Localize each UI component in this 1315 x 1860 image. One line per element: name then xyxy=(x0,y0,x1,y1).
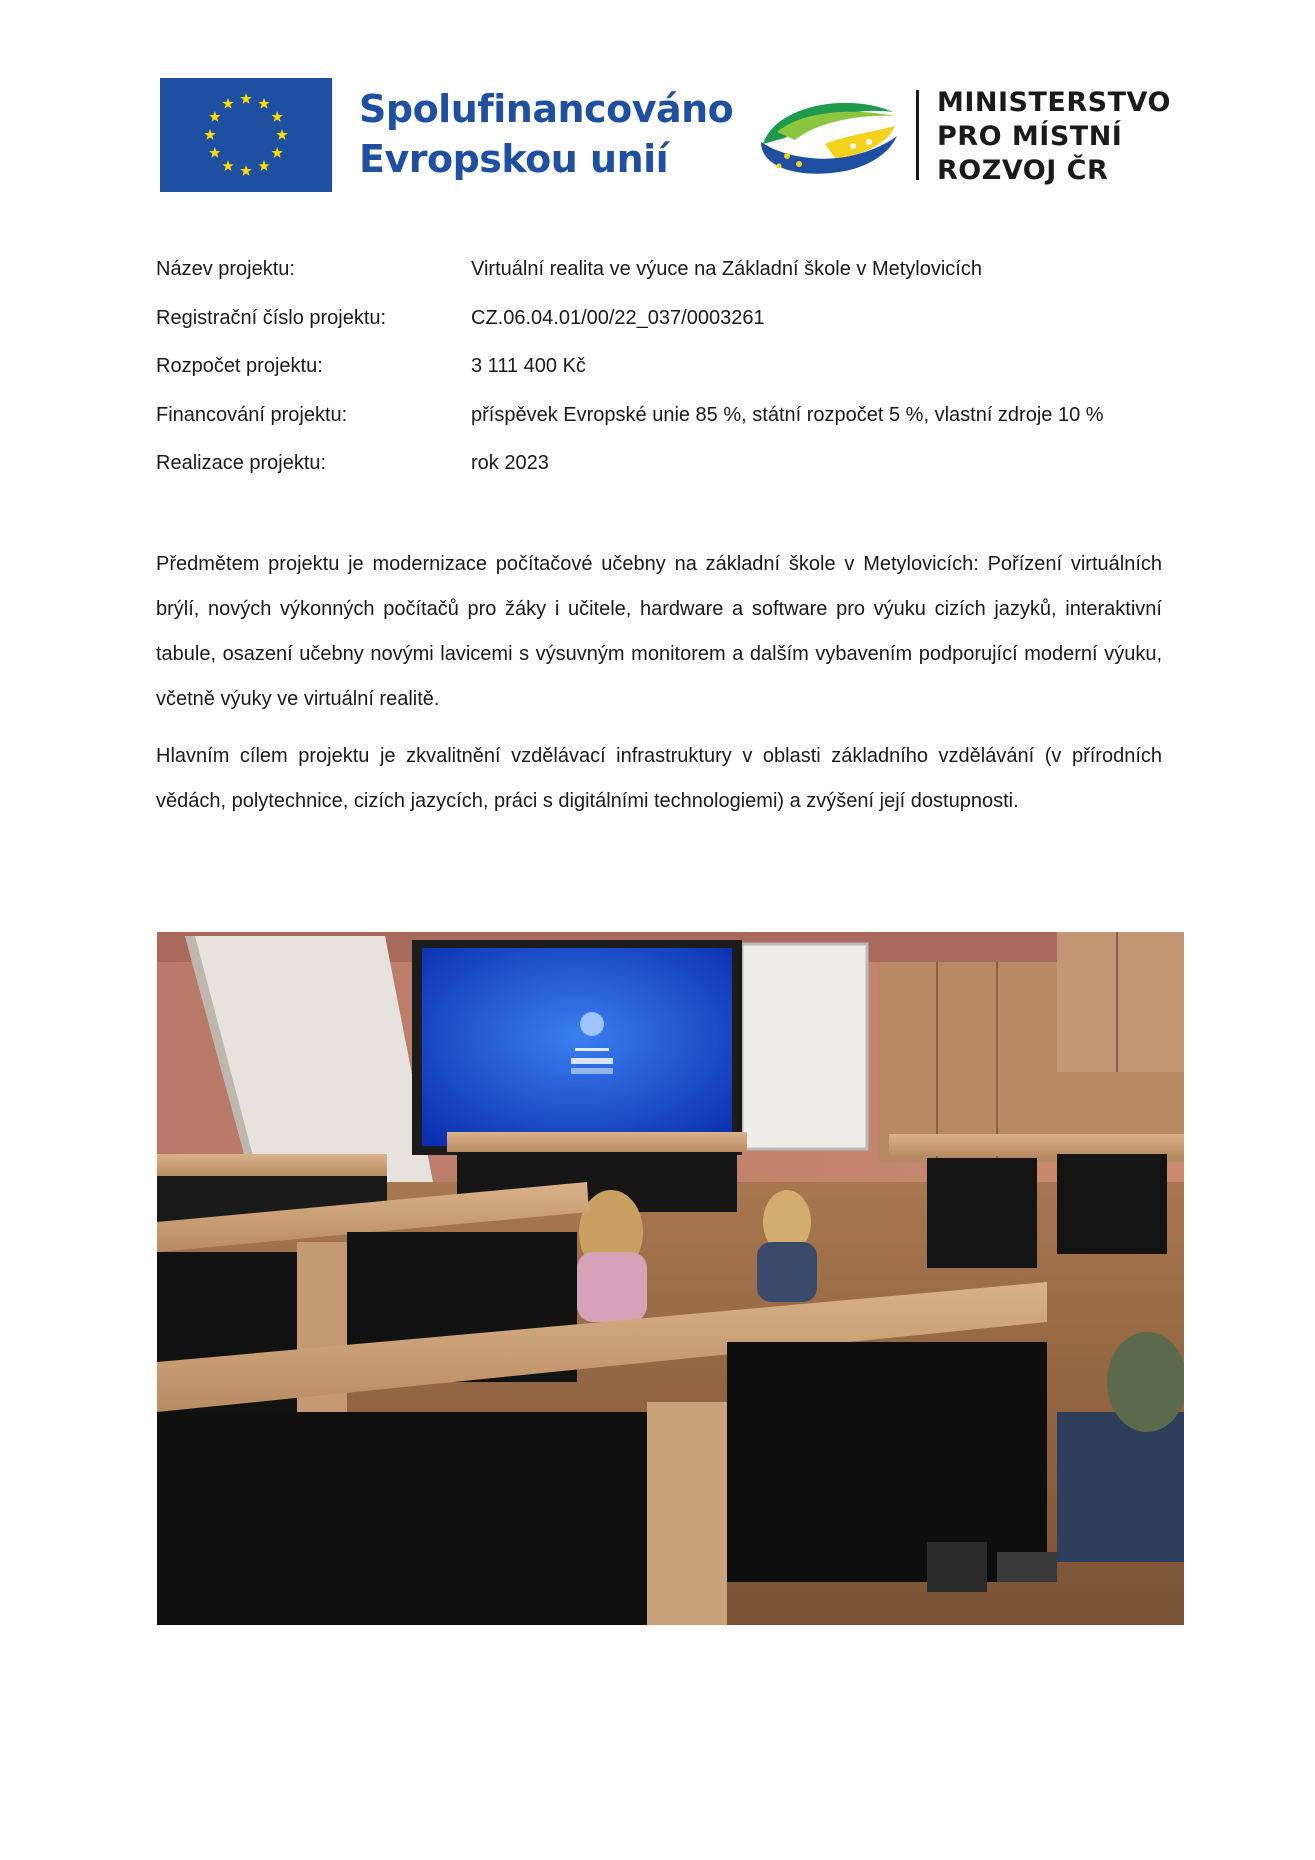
info-label: Rozpočet projektu: xyxy=(156,355,323,377)
info-row-registration xyxy=(156,307,1166,356)
eu-text-line1: Spolufinancováno xyxy=(359,87,734,131)
project-subject-paragraph: Předmětem projektu je modernizace počítačové učebny na základní škole v Metylovicích: Pořízení virtuálních brýlí, nových výkonných počítačů pro žáky i učitele, hardware a software pro výuku cizích jazyků, interaktivní tabule, osazení učebny novými lavicemi s výsuvným monitorem a dalším vybavením podporující moderní výuku, včetně výuky ve virtuální realitě. xyxy=(156,553,1162,710)
info-value: příspěvek Evropské unie 85 %, státní rozpočet 5 %, vlastní zdroje 10 % xyxy=(471,403,1104,426)
info-label: Registrační číslo projektu: xyxy=(156,306,387,329)
project-info-table xyxy=(156,258,1166,501)
info-value: 3 111 400 Kč xyxy=(471,355,586,377)
eu-star-icon xyxy=(222,160,233,171)
mmr-logo-icon xyxy=(755,92,900,178)
ministry-line2: PRO MÍSTNÍ xyxy=(937,121,1123,152)
info-label: Název projektu: xyxy=(156,258,295,280)
eu-star-icon xyxy=(204,129,215,140)
info-row-realization xyxy=(156,452,1166,501)
info-label: Financování projektu: xyxy=(156,403,348,426)
ministry-name xyxy=(937,86,1171,188)
info-row-name xyxy=(156,258,1166,307)
eu-text-line2: Evropskou unií xyxy=(359,137,669,181)
info-value: Virtuální realita ve výuce na Základní škole v Metylovicích xyxy=(471,258,982,280)
eu-star-icon xyxy=(258,98,269,109)
ministry-line1: MINISTERSTVO xyxy=(937,87,1171,118)
logo-header xyxy=(160,78,1171,193)
project-goal-paragraph: Hlavním cílem projektu je zkvalitnění vzdělávací infrastruktury v oblasti základního vzdělávání (v přírodních vědách, polytechnice, cizích jazycích, práci s digitálními technologiemi) a zvýšení její dostupnosti. xyxy=(156,745,1162,812)
info-row-funding xyxy=(156,404,1166,453)
eu-star-icon xyxy=(209,111,220,122)
classroom-photo xyxy=(157,932,1184,1625)
info-value: rok 2023 xyxy=(471,452,549,474)
eu-star-icon xyxy=(271,147,282,158)
eu-star-icon xyxy=(240,93,251,104)
eu-star-icon xyxy=(258,160,269,171)
eu-flag-icon xyxy=(160,78,332,192)
logo-divider xyxy=(916,90,919,180)
eu-star-icon xyxy=(271,111,282,122)
eu-star-icon xyxy=(222,98,233,109)
info-row-budget xyxy=(156,355,1166,404)
eu-cofinancing-text xyxy=(359,84,733,184)
eu-star-icon xyxy=(209,147,220,158)
ministry-line3: ROZVOJ ČR xyxy=(937,155,1109,186)
info-value: CZ.06.04.01/00/22_037/0003261 xyxy=(471,306,765,329)
eu-star-icon xyxy=(276,129,287,140)
info-label: Realizace projektu: xyxy=(156,452,327,474)
eu-star-icon xyxy=(240,165,251,176)
